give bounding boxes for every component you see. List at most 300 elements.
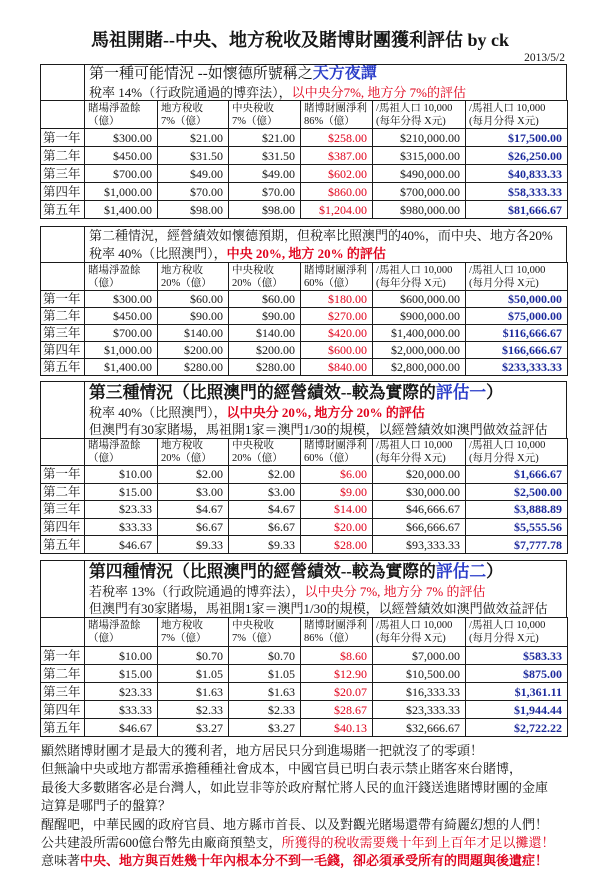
column-header-line: (每月分得 X元) [469, 115, 539, 127]
cell-central-tax: $140.00 [229, 325, 301, 342]
cell-local-tax: $1.05 [158, 665, 229, 683]
column-header-local-tax [158, 618, 229, 647]
column-header-line: 86%（億） [304, 115, 355, 127]
cell-operator-profit: $28.67 [301, 701, 373, 719]
cell-local-tax: $90.00 [158, 308, 229, 325]
column-header-per-capita-monthly [466, 618, 568, 647]
row-label: 第五年 [41, 359, 85, 376]
tax-rate-text: 稅率 40%（比照澳門）， [89, 245, 227, 261]
column-header-per-capita-monthly [466, 101, 568, 129]
cell-net-revenue: $23.33 [85, 501, 158, 519]
cell-central-tax: $280.00 [229, 359, 301, 376]
table-row [41, 147, 568, 165]
cell-per-capita-monthly: $3,888.89 [466, 501, 568, 519]
cell-net-revenue: $33.33 [85, 518, 158, 536]
column-header-net-revenue [85, 618, 158, 647]
cell-local-tax: $4.67 [158, 501, 229, 519]
row-label-spacer [41, 65, 85, 100]
cell-local-tax: $3.00 [158, 483, 229, 501]
cell-central-tax: $90.00 [229, 308, 301, 325]
table-head [41, 263, 568, 291]
column-header-operator-profit [301, 439, 373, 466]
cell-operator-profit: $420.00 [301, 325, 373, 342]
column-header-line: 7%（億） [161, 115, 207, 127]
table-body [41, 129, 568, 219]
cell-per-capita-monthly: $40,833.33 [466, 165, 568, 183]
cell-per-capita-yearly: $600,000.00 [373, 291, 466, 308]
cell-central-tax: $2.33 [229, 701, 301, 719]
scenario-3-section [40, 381, 567, 554]
table-row [41, 291, 568, 308]
cell-operator-profit: $840.00 [301, 359, 373, 376]
conclusion-line: 但無論中央或地方都需承擔種種社會成本，中國官員已明白表示禁止賭客來台賭博， [41, 761, 523, 777]
column-header-line: 地方稅收 [161, 102, 203, 114]
table-row [41, 466, 568, 484]
scenario-3-table [40, 438, 568, 554]
cell-operator-profit: $6.00 [301, 466, 373, 484]
cell-local-tax: $49.00 [158, 165, 229, 183]
column-header-line: (每年分得 X元) [376, 115, 446, 127]
cell-per-capita-yearly: $20,000.00 [373, 466, 466, 484]
column-header-line: 中央稅收 [232, 102, 274, 114]
column-header-central-tax [229, 439, 301, 466]
conclusion-block [41, 742, 581, 871]
scenario-4-tax-rate [89, 583, 566, 600]
column-header-line: 賭場淨盈餘 [88, 440, 141, 451]
scenario-3-tax-rate [89, 404, 566, 421]
table-row [41, 536, 568, 554]
tax-rate-highlight: 中央 20%, 地方 20% 的評估 [226, 245, 386, 261]
column-header-line: /馬祖人口 10,000 [469, 440, 546, 451]
cell-per-capita-monthly: $2,722.22 [466, 719, 568, 737]
row-label-spacer [41, 382, 85, 438]
implication-highlight: 中央、地方與百姓幾十年內根本分不到一毛錢，卻必須承受所有的問題與後遺症！ [80, 853, 549, 869]
cell-central-tax: $31.50 [229, 147, 301, 165]
table-row [41, 325, 568, 342]
scenario-2-heading: 第二種情況，經營績效如懷德預期，但稅率比照澳門的40%，而中央、地方各20% [89, 228, 553, 243]
scenario-1-header-text [85, 65, 566, 100]
column-header-central-tax [229, 101, 301, 129]
column-header-line: (每年分得 X元) [376, 633, 446, 644]
cell-per-capita-monthly: $233,333.33 [466, 359, 568, 376]
cell-operator-profit: $40.13 [301, 719, 373, 737]
cell-operator-profit: $12.90 [301, 665, 373, 683]
cell-operator-profit: $14.00 [301, 501, 373, 519]
cell-per-capita-monthly: $5,555.56 [466, 518, 568, 536]
column-header-operator-profit [301, 618, 373, 647]
scenario-2-header [40, 226, 567, 262]
scenario-4-table [40, 617, 568, 737]
heading-suffix: ） [486, 562, 503, 581]
table-row [41, 501, 568, 519]
column-header-local-tax [158, 263, 229, 291]
column-header-line: 7%（億） [161, 633, 207, 644]
column-header-line: (每月分得 X元) [469, 633, 539, 644]
cell-per-capita-yearly: $16,333.33 [373, 683, 466, 701]
heading-highlight: 評估二 [435, 562, 487, 581]
cell-central-tax: $98.00 [229, 201, 301, 219]
table-row [41, 683, 568, 701]
column-header-line: （億） [88, 453, 120, 464]
table-row [41, 165, 568, 183]
scenario-3-header-text [85, 382, 566, 438]
cell-net-revenue: $1,400.00 [85, 359, 158, 376]
cell-local-tax: $2.00 [158, 466, 229, 484]
cell-per-capita-monthly: $17,500.00 [466, 129, 568, 147]
tax-rate-text: 若稅率 13%（行政院通過的博弈法）， [89, 584, 305, 599]
column-header-line: /馬祖人口 10,000 [376, 620, 453, 631]
column-header-net-revenue [85, 263, 158, 291]
column-header-line: 20%（億） [232, 277, 283, 289]
cell-net-revenue: $46.67 [85, 719, 158, 737]
column-header-row [41, 618, 568, 647]
column-header-per-capita-monthly [466, 263, 568, 291]
cell-central-tax: $60.00 [229, 291, 301, 308]
table-body [41, 647, 568, 737]
tax-rate-highlight: 以中央分 7%, 地方分 7% 的評估 [304, 584, 486, 599]
column-header-line: (每月分得 X元) [469, 453, 539, 464]
table-head [41, 439, 568, 466]
scenario-3-scale-note: 但澳門有30家賭場，馬祖開1家＝澳門1/30的規模，以經營績效如澳門做效益評估 [89, 422, 548, 437]
table-body [41, 291, 568, 376]
cell-per-capita-yearly: $210,000.00 [373, 129, 466, 147]
cell-local-tax: $200.00 [158, 342, 229, 359]
column-header-net-revenue [85, 101, 158, 129]
column-header-row [41, 101, 568, 129]
scenario-2-header-text [85, 227, 566, 262]
cell-per-capita-yearly: $700,000.00 [373, 183, 466, 201]
cell-operator-profit: $9.00 [301, 483, 373, 501]
cell-local-tax: $6.67 [158, 518, 229, 536]
heading-suffix: ） [486, 383, 503, 402]
cell-per-capita-monthly: $50,000.00 [466, 291, 568, 308]
conclusion-line: 這算是哪門子的盤算？ [41, 798, 172, 814]
cell-per-capita-monthly: $116,666.67 [466, 325, 568, 342]
cell-per-capita-yearly: $32,666.67 [373, 719, 466, 737]
cell-operator-profit: $602.00 [301, 165, 373, 183]
cell-per-capita-yearly: $46,666.67 [373, 501, 466, 519]
funding-text: 公共建設所需600億台幣先由廠商預墊支， [41, 835, 282, 851]
cell-central-tax: $49.00 [229, 165, 301, 183]
column-header-line: 賭博財團淨利 [304, 102, 367, 114]
scenario-4-header-text [85, 561, 566, 617]
cell-local-tax: $2.33 [158, 701, 229, 719]
cell-local-tax: $140.00 [158, 325, 229, 342]
cell-per-capita-monthly: $1,666.67 [466, 466, 568, 484]
scenario-1-section [40, 64, 567, 219]
column-header-line: 地方稅收 [161, 620, 203, 631]
row-label: 第四年 [41, 518, 85, 536]
cell-per-capita-yearly: $2,800,000.00 [373, 359, 466, 376]
column-header-line: 7%（億） [232, 115, 278, 127]
cell-local-tax: $21.00 [158, 129, 229, 147]
table-row [41, 719, 568, 737]
scenario-1-table [40, 100, 568, 219]
cell-net-revenue: $1,000.00 [85, 183, 158, 201]
cell-per-capita-yearly: $900,000.00 [373, 308, 466, 325]
table-row [41, 647, 568, 665]
table-row [41, 201, 568, 219]
column-header-net-revenue [85, 439, 158, 466]
column-header-line: 60%（億） [304, 453, 355, 464]
cell-per-capita-monthly: $2,500.00 [466, 483, 568, 501]
column-header-line: (每年分得 X元) [376, 453, 446, 464]
cell-net-revenue: $300.00 [85, 129, 158, 147]
row-label: 第五年 [41, 719, 85, 737]
heading-highlight: 天方夜譚 [312, 65, 377, 82]
cell-per-capita-yearly: $10,500.00 [373, 665, 466, 683]
scenario-1-tax-rate [89, 84, 566, 101]
row-label: 第一年 [41, 466, 85, 484]
column-header-line: /馬祖人口 10,000 [469, 620, 546, 631]
column-header-line: /馬祖人口 10,000 [376, 102, 453, 114]
column-header-per-capita-yearly [373, 263, 466, 291]
tax-rate-text: 稅率 14%（行政院通過的博弈法）， [89, 84, 292, 100]
cell-per-capita-yearly: $1,400,000.00 [373, 325, 466, 342]
cell-local-tax: $9.33 [158, 536, 229, 554]
table-row [41, 359, 568, 376]
row-label: 第二年 [41, 483, 85, 501]
table-head [41, 101, 568, 129]
column-header-line: /馬祖人口 10,000 [376, 440, 453, 451]
heading-highlight: 評估一 [435, 383, 487, 402]
cell-operator-profit: $8.60 [301, 647, 373, 665]
cell-net-revenue: $1,400.00 [85, 201, 158, 219]
cell-net-revenue: $700.00 [85, 325, 158, 342]
cell-central-tax: $70.00 [229, 183, 301, 201]
row-label: 第三年 [41, 165, 85, 183]
heading-text: 第一種可能情況 --如懷德所號稱之 [89, 66, 313, 82]
conclusion-line: 顯然賭博財團才是最大的獲利者，地方居民只分到進場賭一把就沒了的零頭！ [41, 743, 484, 758]
cell-net-revenue: $15.00 [85, 483, 158, 501]
funding-highlight: 所獲得的稅收需要幾十年到上百年才足以攤還！ [281, 835, 555, 851]
scenario-1-header [40, 64, 567, 100]
conclusion-line: 最後大多數賭客必是台灣人，如此豈非等於政府幫忙將人民的血汗錢送進賭博財團的金庫 [41, 779, 549, 795]
row-label-spacer [41, 227, 85, 262]
cell-central-tax: $3.27 [229, 719, 301, 737]
column-header-line: 中央稅收 [232, 440, 274, 451]
cell-local-tax: $1.63 [158, 683, 229, 701]
column-header-per-capita-yearly [373, 439, 466, 466]
cell-central-tax: $9.33 [229, 536, 301, 554]
table-row [41, 342, 568, 359]
cell-central-tax: $2.00 [229, 466, 301, 484]
table-row [41, 129, 568, 147]
cell-net-revenue: $10.00 [85, 647, 158, 665]
column-header-line: （億） [88, 277, 120, 289]
cell-per-capita-monthly: $1,944.44 [466, 701, 568, 719]
table-row [41, 308, 568, 325]
cell-local-tax: $3.27 [158, 719, 229, 737]
row-label: 第三年 [41, 501, 85, 519]
cell-central-tax: $1.05 [229, 665, 301, 683]
column-header-row [41, 439, 568, 466]
cell-net-revenue: $33.33 [85, 701, 158, 719]
conclusion-line: 醒醒吧，中華民國的政府官員、地方縣市首長、以及對觀光賭場還帶有綺麗幻想的人們！ [41, 816, 549, 832]
tax-rate-highlight: 以中央分7%, 地方分 7%的評估 [291, 84, 467, 100]
cell-net-revenue: $23.33 [85, 683, 158, 701]
row-label: 第四年 [41, 342, 85, 359]
column-header-line: /馬祖人口 10,000 [469, 102, 546, 114]
column-header-line: 地方稅收 [161, 264, 203, 276]
cell-net-revenue: $15.00 [85, 665, 158, 683]
row-label: 第二年 [41, 308, 85, 325]
row-label-spacer [41, 561, 85, 617]
cell-local-tax: $60.00 [158, 291, 229, 308]
cell-operator-profit: $20.00 [301, 518, 373, 536]
column-header-central-tax [229, 618, 301, 647]
cell-central-tax: $0.70 [229, 647, 301, 665]
cell-per-capita-monthly: $81,666.67 [466, 201, 568, 219]
cell-per-capita-monthly: $875.00 [466, 665, 568, 683]
cell-central-tax: $6.67 [229, 518, 301, 536]
column-header-line: 20%（億） [161, 453, 212, 464]
row-label: 第一年 [41, 129, 85, 147]
column-header-line: 中央稅收 [232, 264, 274, 276]
column-header-line: 賭博財團淨利 [304, 264, 367, 276]
cell-local-tax: $70.00 [158, 183, 229, 201]
row-label: 第四年 [41, 701, 85, 719]
row-label: 第一年 [41, 647, 85, 665]
row-label-column-header [41, 263, 85, 291]
cell-per-capita-monthly: $26,250.00 [466, 147, 568, 165]
row-label: 第五年 [41, 536, 85, 554]
cell-local-tax: $98.00 [158, 201, 229, 219]
row-label: 第三年 [41, 325, 85, 342]
column-header-line: （億） [88, 633, 120, 644]
cell-net-revenue: $1,000.00 [85, 342, 158, 359]
row-label-column-header [41, 439, 85, 466]
column-header-operator-profit [301, 101, 373, 129]
cell-net-revenue: $700.00 [85, 165, 158, 183]
cell-operator-profit: $28.00 [301, 536, 373, 554]
column-header-line: 7%（億） [232, 633, 278, 644]
document-date: 2013/5/2 [524, 52, 565, 64]
table-row [41, 665, 568, 683]
cell-operator-profit: $860.00 [301, 183, 373, 201]
cell-net-revenue: $46.67 [85, 536, 158, 554]
table-row [41, 183, 568, 201]
cell-operator-profit: $1,204.00 [301, 201, 373, 219]
cell-local-tax: $31.50 [158, 147, 229, 165]
cell-local-tax: $0.70 [158, 647, 229, 665]
cell-operator-profit: $387.00 [301, 147, 373, 165]
cell-central-tax: $21.00 [229, 129, 301, 147]
row-label: 第一年 [41, 291, 85, 308]
scenario-4-header [40, 560, 567, 617]
column-header-line: 中央稅收 [232, 620, 274, 631]
column-header-line: 地方稅收 [161, 440, 203, 451]
cell-net-revenue: $450.00 [85, 147, 158, 165]
scenario-2-tax-rate [89, 245, 566, 263]
heading-text: 第三種情況（比照澳門的經營績效--較為實際的 [89, 383, 436, 402]
column-header-line: 60%（億） [304, 277, 355, 289]
cell-per-capita-yearly: $490,000.00 [373, 165, 466, 183]
row-label: 第四年 [41, 183, 85, 201]
cell-per-capita-yearly: $315,000.00 [373, 147, 466, 165]
cell-per-capita-yearly: $7,000.00 [373, 647, 466, 665]
scenario-2-section [40, 226, 567, 376]
column-header-line: （億） [88, 115, 120, 127]
cell-central-tax: $4.67 [229, 501, 301, 519]
cell-per-capita-monthly: $166,666.67 [466, 342, 568, 359]
column-header-line: 20%（億） [161, 277, 212, 289]
cell-central-tax: $200.00 [229, 342, 301, 359]
table-body [41, 466, 568, 554]
scenario-2-table [40, 262, 568, 376]
cell-per-capita-monthly: $7,777.78 [466, 536, 568, 554]
column-header-line: (每月分得 X元) [469, 277, 539, 289]
column-header-per-capita-yearly [373, 101, 466, 129]
implication-line [41, 852, 581, 870]
column-header-line: 賭博財團淨利 [304, 440, 367, 451]
column-header-line: 86%（億） [304, 633, 355, 644]
cell-per-capita-monthly: $58,333.33 [466, 183, 568, 201]
column-header-line: 賭博財團淨利 [304, 620, 367, 631]
row-label: 第二年 [41, 665, 85, 683]
table-head [41, 618, 568, 647]
cell-per-capita-yearly: $93,333.33 [373, 536, 466, 554]
cell-operator-profit: $180.00 [301, 291, 373, 308]
heading-text: 第四種情況（比照澳門的經營績效--較為實際的 [89, 562, 436, 581]
column-header-line: 賭場淨盈餘 [88, 102, 141, 114]
scenario-3-header [40, 381, 567, 438]
column-header-operator-profit [301, 263, 373, 291]
table-row [41, 483, 568, 501]
cell-per-capita-monthly: $75,000.00 [466, 308, 568, 325]
cell-per-capita-yearly: $2,000,000.00 [373, 342, 466, 359]
cell-operator-profit: $600.00 [301, 342, 373, 359]
column-header-local-tax [158, 101, 229, 129]
cell-per-capita-yearly: $66,666.67 [373, 518, 466, 536]
cell-net-revenue: $450.00 [85, 308, 158, 325]
row-label: 第二年 [41, 147, 85, 165]
row-label: 第三年 [41, 683, 85, 701]
column-header-line: 20%（億） [232, 453, 283, 464]
cell-operator-profit: $270.00 [301, 308, 373, 325]
column-header-per-capita-monthly [466, 439, 568, 466]
row-label: 第五年 [41, 201, 85, 219]
table-row [41, 701, 568, 719]
tax-rate-text: 稅率 40%（比照澳門）， [89, 405, 227, 420]
tax-rate-highlight: 以中央分 20%, 地方分 20% 的評估 [226, 405, 425, 420]
row-label-column-header [41, 101, 85, 129]
scenario-1-heading [89, 65, 566, 84]
cell-net-revenue: $10.00 [85, 466, 158, 484]
scenario-4-scale-note: 但澳門有30家賭場，馬祖開1家＝澳門1/30的規模，以經營績效如澳門做效益評估 [89, 601, 548, 616]
cell-per-capita-monthly: $583.33 [466, 647, 568, 665]
column-header-line: (每年分得 X元) [376, 277, 446, 289]
scenario-3-heading [89, 382, 566, 404]
cell-operator-profit: $258.00 [301, 129, 373, 147]
column-header-row [41, 263, 568, 291]
implication-text: 意味著 [41, 853, 81, 869]
cell-per-capita-yearly: $30,000.00 [373, 483, 466, 501]
scenario-4-section [40, 560, 567, 737]
column-header-line: 賭場淨盈餘 [88, 620, 141, 631]
column-header-central-tax [229, 263, 301, 291]
cell-central-tax: $3.00 [229, 483, 301, 501]
cell-net-revenue: $300.00 [85, 291, 158, 308]
scenario-4-heading [89, 561, 566, 583]
cell-local-tax: $280.00 [158, 359, 229, 376]
row-label-column-header [41, 618, 85, 647]
cell-per-capita-yearly: $23,333.33 [373, 701, 466, 719]
column-header-line: /馬祖人口 10,000 [376, 264, 453, 276]
column-header-local-tax [158, 439, 229, 466]
cell-per-capita-monthly: $1,361.11 [466, 683, 568, 701]
column-header-per-capita-yearly [373, 618, 466, 647]
